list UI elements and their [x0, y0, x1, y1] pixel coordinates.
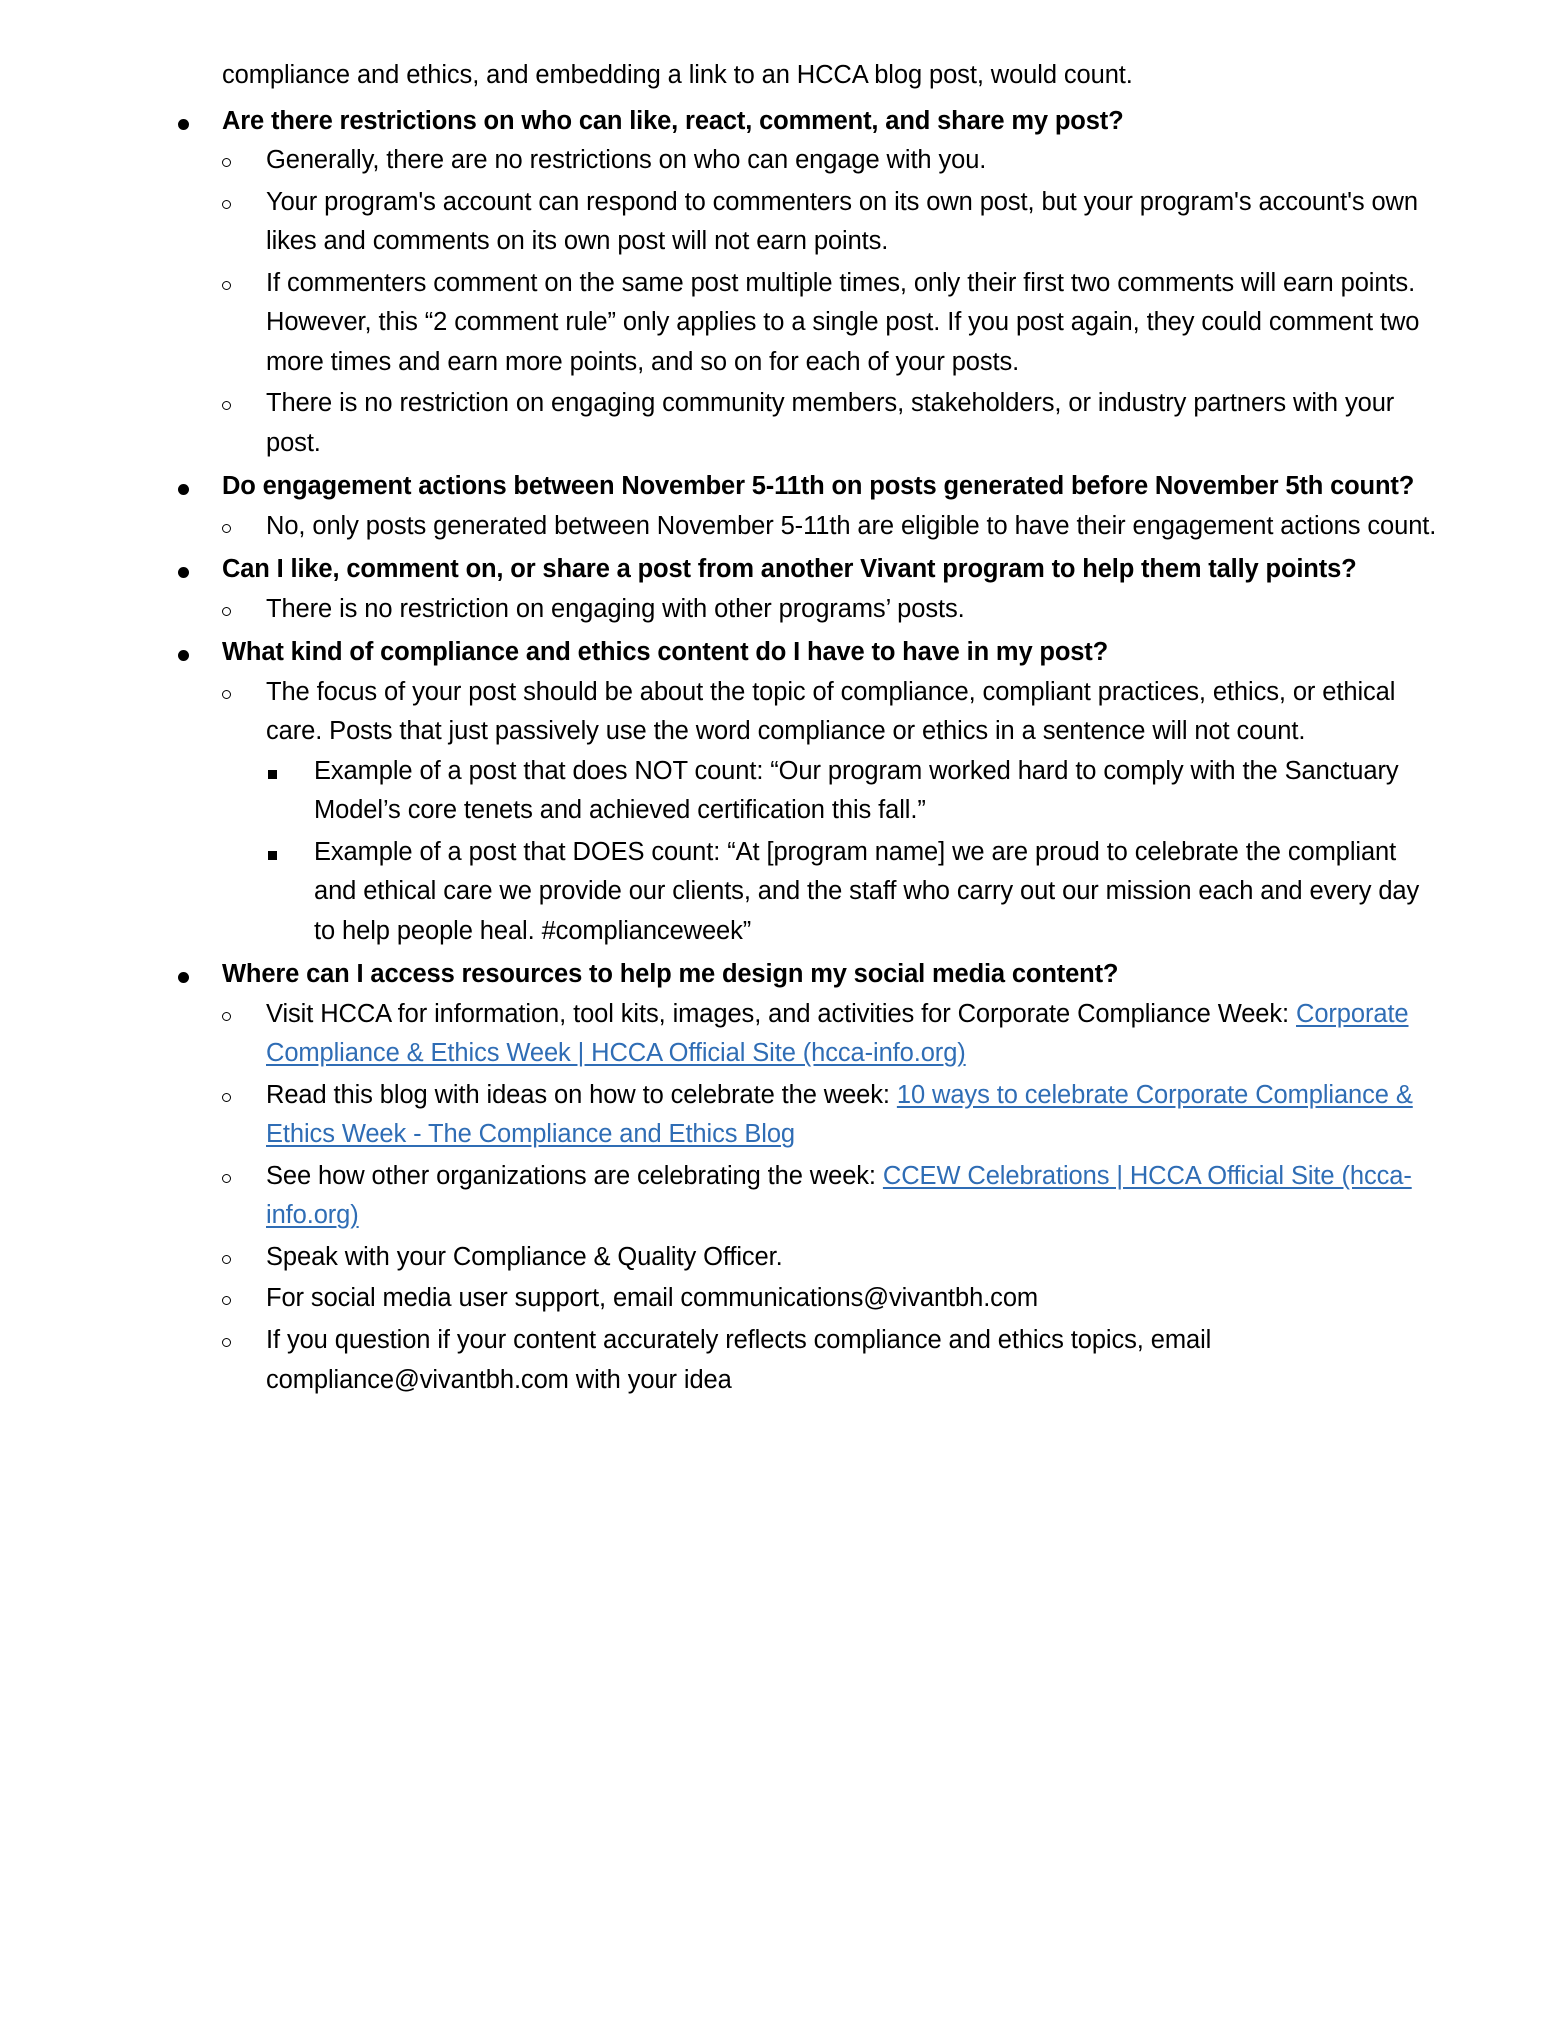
continuation-paragraph: compliance and ethics, and embedding a link to an HCCA blog post, would count.	[222, 61, 1133, 89]
resource-entry: If you question if your content accurately reflects compliance and ethics topics, email compliance@vivantbh.com with your idea	[266, 1325, 1212, 1394]
faq-item	[104, 467, 1444, 546]
list-item	[222, 590, 1444, 630]
resource-entry	[266, 995, 1444, 1074]
faq-question: Are there restrictions on who can like, react, comment, and share my post?	[222, 106, 1124, 135]
faq-answer-list	[222, 507, 1444, 547]
bullet-disc-icon	[178, 467, 192, 507]
faq-answer: Generally, there are no restrictions on who can engage with you.	[266, 146, 987, 175]
resource-link[interactable]: Corporate Compliance & Ethics Week | HCCA Official Site (hcca-info.org)	[266, 999, 1409, 1068]
resource-entry	[266, 1157, 1444, 1236]
document-body	[104, 56, 1444, 1400]
faq-question: Do engagement actions between November 5-11th on posts generated before November 5th count?	[222, 472, 1415, 501]
list-item	[222, 507, 1444, 547]
resource-link[interactable]: 10 ways to celebrate Corporate Compliance & Ethics Week - The Compliance and Ethics Blog	[266, 1080, 1413, 1149]
faq-example-list	[266, 752, 1444, 952]
resource-list	[222, 995, 1444, 1400]
resource-lead-text: See how other organizations are celebrating the week:	[266, 1161, 883, 1190]
faq-list	[104, 102, 1444, 1401]
list-item	[222, 1157, 1444, 1236]
faq-item	[104, 955, 1444, 1400]
list-item	[222, 141, 1444, 181]
faq-answer-list	[222, 141, 1444, 463]
list-item	[222, 1238, 1444, 1278]
faq-answer-list	[222, 590, 1444, 630]
faq-item	[104, 550, 1444, 629]
list-item	[222, 673, 1444, 952]
resource-lead-text: Visit HCCA for information, tool kits, images, and activities for Corporate Compliance Week:	[266, 999, 1297, 1028]
faq-answer: There is no restriction on engaging with other programs’ posts.	[266, 594, 965, 623]
list-item	[266, 752, 1444, 831]
resource-entry	[266, 1076, 1444, 1155]
faq-answer-list	[222, 673, 1444, 952]
faq-answer: The focus of your post should be about the topic of compliance, compliant practices, ethics, or ethical care. Posts that just passively use the word compliance or ethics in a sentence will not count.	[266, 677, 1396, 746]
faq-answer: There is no restriction on engaging community members, stakeholders, or industry partners with your post.	[266, 389, 1395, 457]
list-item	[266, 833, 1444, 952]
list-item	[222, 264, 1444, 383]
faq-question: What kind of compliance and ethics content do I have to have in my post?	[222, 638, 1109, 667]
faq-example: Example of a post that DOES count: “At [program name] we are proud to celebrate the compliant and ethical care we provide our clients, and the staff who carry out our mission each and every day to help people heal. #complianceweek”	[314, 837, 1420, 945]
faq-answer: If commenters comment on the same post multiple times, only their first two comments will earn points. However, this “2 comment rule” only applies to a single post. If you post again, they could comment two more times and earn more points, and so on for each of your posts.	[266, 268, 1420, 376]
bullet-disc-icon	[178, 633, 192, 673]
faq-item	[104, 633, 1444, 951]
faq-answer: No, only posts generated between November 5-11th are eligible to have their engagement actions count.	[266, 511, 1437, 540]
list-item	[222, 183, 1444, 262]
list-item	[222, 1279, 1444, 1319]
faq-question: Where can I access resources to help me design my social media content?	[222, 960, 1119, 989]
bullet-disc-icon	[178, 102, 192, 142]
bullet-disc-icon	[178, 550, 192, 590]
resource-lead-text: Read this blog with ideas on how to celebrate the week:	[266, 1080, 897, 1109]
resource-entry: Speak with your Compliance & Quality Officer.	[266, 1242, 783, 1271]
list-item	[222, 995, 1444, 1074]
list-item	[222, 1321, 1444, 1400]
faq-answer: Your program's account can respond to commenters on its own post, but your program's account's own likes and comments on its own post will not earn points.	[266, 187, 1418, 256]
list-item	[222, 384, 1444, 463]
resource-entry: For social media user support, email communications@vivantbh.com	[266, 1284, 1039, 1313]
resource-link[interactable]: CCEW Celebrations | HCCA Official Site (hcca-info.org)	[266, 1161, 1412, 1230]
faq-example: Example of a post that does NOT count: “Our program worked hard to comply with the Sanctuary Model’s core tenets and achieved certification this fall.”	[314, 756, 1399, 825]
faq-question: Can I like, comment on, or share a post from another Vivant program to help them tally points?	[222, 555, 1357, 584]
list-item	[222, 1076, 1444, 1155]
bullet-disc-icon	[178, 955, 192, 995]
faq-item	[104, 102, 1444, 464]
